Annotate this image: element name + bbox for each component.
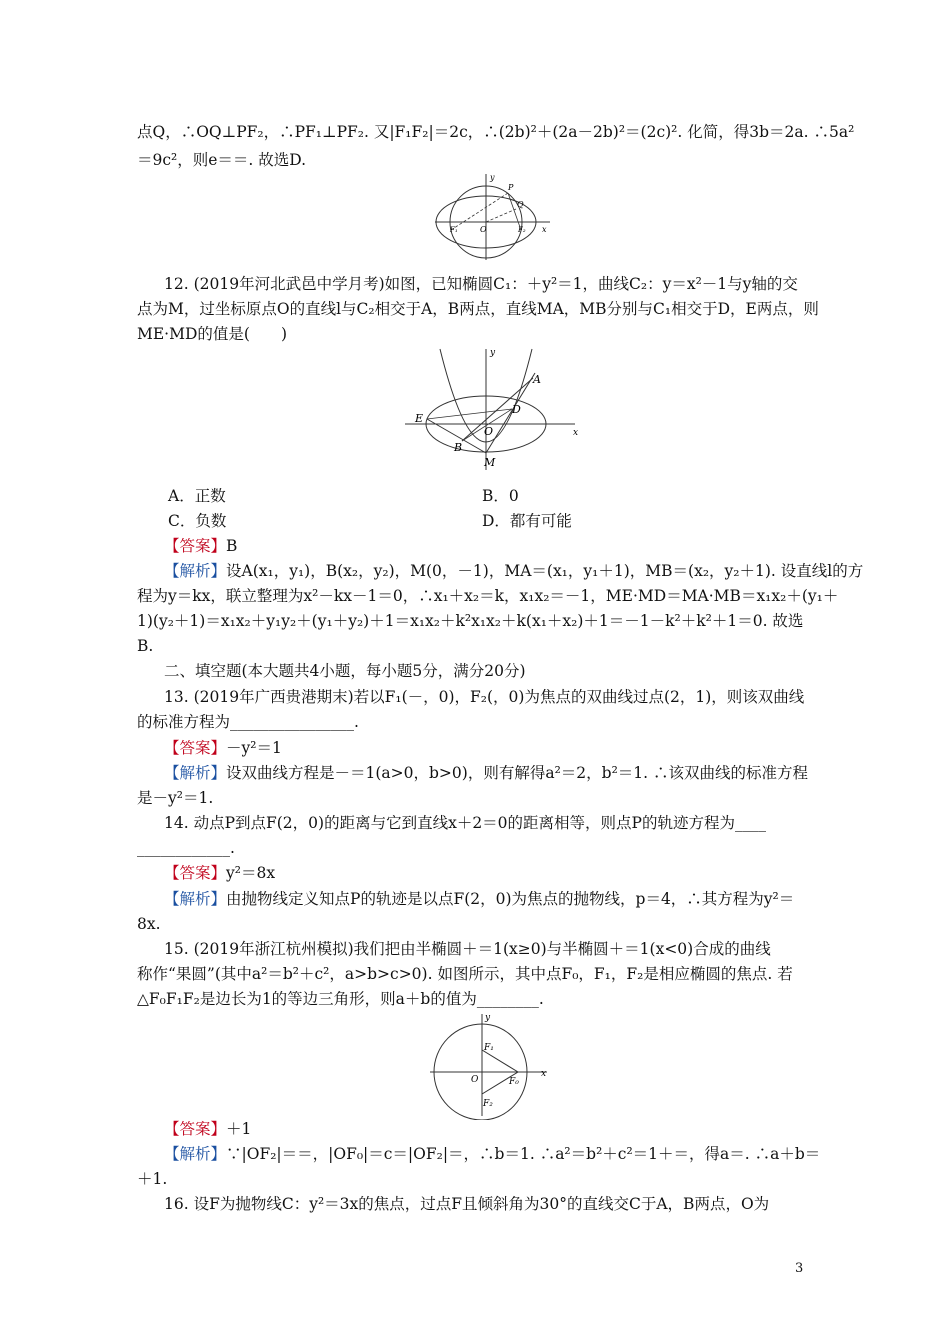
text-line: 称作“果圆”(其中a²＝b²＋c²，a>b>c>0). 如图所示，其中点F₀，F₁，F₂是相应椭圆的焦点. 若: [137, 965, 793, 983]
text-line: 13. (2019年广西贵港期末)若以F₁(－，0)，F₂(，0)为焦点的双曲线过点(2，1)，则该双曲线: [164, 688, 805, 706]
text-line: ＝9c²，则e＝＝. 故选D.: [137, 151, 307, 169]
analysis-line: [164, 888, 817, 910]
text-line: 8x.: [137, 915, 161, 933]
analysis-text: ∵|OF₂|＝＝，|OF₀|＝c＝|OF₂|＝，∴b＝1. ∴a²＝b²＋c²＝1＋＝，得a＝. ∴a＋b＝: [226, 1145, 821, 1163]
text-line: 程为y＝kx，联立整理为x²－kx－1＝0，∴x₁＋x₂＝k，x₁x₂＝－1，ME·MD＝MA·MB＝x₁x₂＋(y₁＋: [137, 587, 839, 605]
label-f2: F₂: [518, 226, 526, 234]
answer-line: [164, 862, 817, 884]
figure-ellipse-circle: [430, 170, 555, 265]
text-line: 的标准方程为________________.: [137, 713, 359, 731]
analysis-line: [164, 1143, 821, 1165]
answer-line: [164, 737, 817, 759]
analysis-line: [164, 560, 864, 582]
answer-value: ＋1: [226, 1120, 252, 1138]
label-b: B: [454, 441, 463, 454]
page-number: 3: [795, 1261, 804, 1276]
answer-tag: 【答案】: [164, 739, 227, 757]
label-y: y: [485, 1013, 491, 1023]
label-o: O: [484, 425, 494, 438]
analysis-text: 由抛物线定义知点P的轨迹是以点F(2，0)为焦点的抛物线，p＝4，∴其方程为y²＝: [226, 890, 795, 908]
answer-line: [164, 535, 817, 557]
analysis-tag: 【解析】: [164, 890, 227, 908]
analysis-line: [164, 762, 817, 784]
label-y: y: [490, 348, 496, 358]
section-heading: 二、填空题(本大题共4小题，每小题5分，满分20分): [164, 662, 526, 680]
answer-value: －y²＝1: [226, 739, 282, 757]
answer-tag: 【答案】: [164, 1120, 227, 1138]
label-x: x: [541, 1069, 547, 1079]
analysis-tag: 【解析】: [164, 562, 227, 580]
text-line: 15. (2019年浙江杭州模拟)我们把由半椭圆＋＝1(x≥0)与半椭圆＋＝1(x<0)合成的曲线: [164, 940, 771, 958]
label-f1: F₁: [484, 1043, 494, 1053]
answer-tag: 【答案】: [164, 537, 227, 555]
option-d: D．都有可能: [482, 512, 572, 530]
label-x: x: [573, 428, 579, 438]
text-line: 14. 动点P到点F(2，0)的距离与它到直线x＋2＝0的距离相等，则点P的轨迹方程为____: [164, 814, 766, 832]
figure-parabola-ellipse: [400, 345, 585, 475]
label-o: O: [471, 1075, 479, 1085]
text-line: △F₀F₁F₂是边长为1的等边三角形，则a＋b的值为________.: [137, 990, 544, 1008]
text-line: B.: [137, 637, 154, 655]
text-line: 是－y²＝1.: [137, 789, 214, 807]
label-x: x: [542, 225, 547, 234]
label-f2: F₂: [483, 1099, 493, 1109]
analysis-tag: 【解析】: [164, 1145, 227, 1163]
text-line: 点为M，过坐标原点O的直线l与C₂相交于A，B两点，直线MA，MB分别与C₁相交于D，E两点，则: [137, 300, 819, 318]
analysis-text: 设A(x₁，y₁)，B(x₂，y₂)，M(0，－1)，MA＝(x₁，y₁＋1)，MB＝(x₂，y₂＋1). 设直线l的方: [226, 562, 864, 580]
text-line: ME·MD的值是( ): [137, 325, 288, 343]
label-d: D: [512, 403, 521, 416]
label-p: P: [508, 183, 514, 192]
text-line: 16. 设F为抛物线C：y²＝3x的焦点，过点F且倾斜角为30°的直线交C于A，B两点，O为: [164, 1195, 770, 1213]
text-line: 点Q，∴OQ⊥PF₂，∴PF₁⊥PF₂. 又|F₁F₂|＝2c，∴(2b)²＋(2a－2b)²＝(2c)². 化简，得3b＝2a. ∴5a²: [137, 123, 855, 141]
analysis-text: 设双曲线方程是－＝1(a>0，b>0)，则有解得a²＝2，b²＝1. ∴该双曲线的标准方程: [226, 764, 809, 782]
answer-value: y²＝8x: [226, 864, 276, 882]
label-m: M: [484, 456, 496, 469]
label-e: E: [415, 412, 424, 425]
option-c: C．负数: [168, 512, 227, 530]
label-q: Q: [517, 200, 524, 209]
text-line: 1)(y₂＋1)＝x₁x₂＋y₁y₂＋(y₁＋y₂)＋1＝x₁x₂＋k²x₁x₂＋k(x₁＋x₂)＋1＝－1－k²＋k²＋1＝0. 故选: [137, 612, 804, 630]
text-line: ____________.: [137, 839, 235, 857]
label-a: A: [533, 373, 541, 386]
option-b: B．0: [482, 487, 519, 505]
label-y: y: [490, 173, 495, 182]
label-f1: F₁: [450, 226, 458, 234]
label-o: O: [480, 225, 487, 234]
option-a: A．正数: [168, 487, 226, 505]
answer-value: B: [226, 537, 238, 555]
text-line: 12. (2019年河北武邑中学月考)如图，已知椭圆C₁：＋y²＝1，曲线C₂：y＝x²－1与y轴的交: [164, 275, 798, 293]
answer-line: [164, 1118, 817, 1140]
figure-fruit-ellipse: [425, 1010, 555, 1120]
text-line: ＋1.: [137, 1170, 168, 1188]
label-f0: F₀: [509, 1077, 519, 1087]
answer-tag: 【答案】: [164, 864, 227, 882]
analysis-tag: 【解析】: [164, 764, 227, 782]
